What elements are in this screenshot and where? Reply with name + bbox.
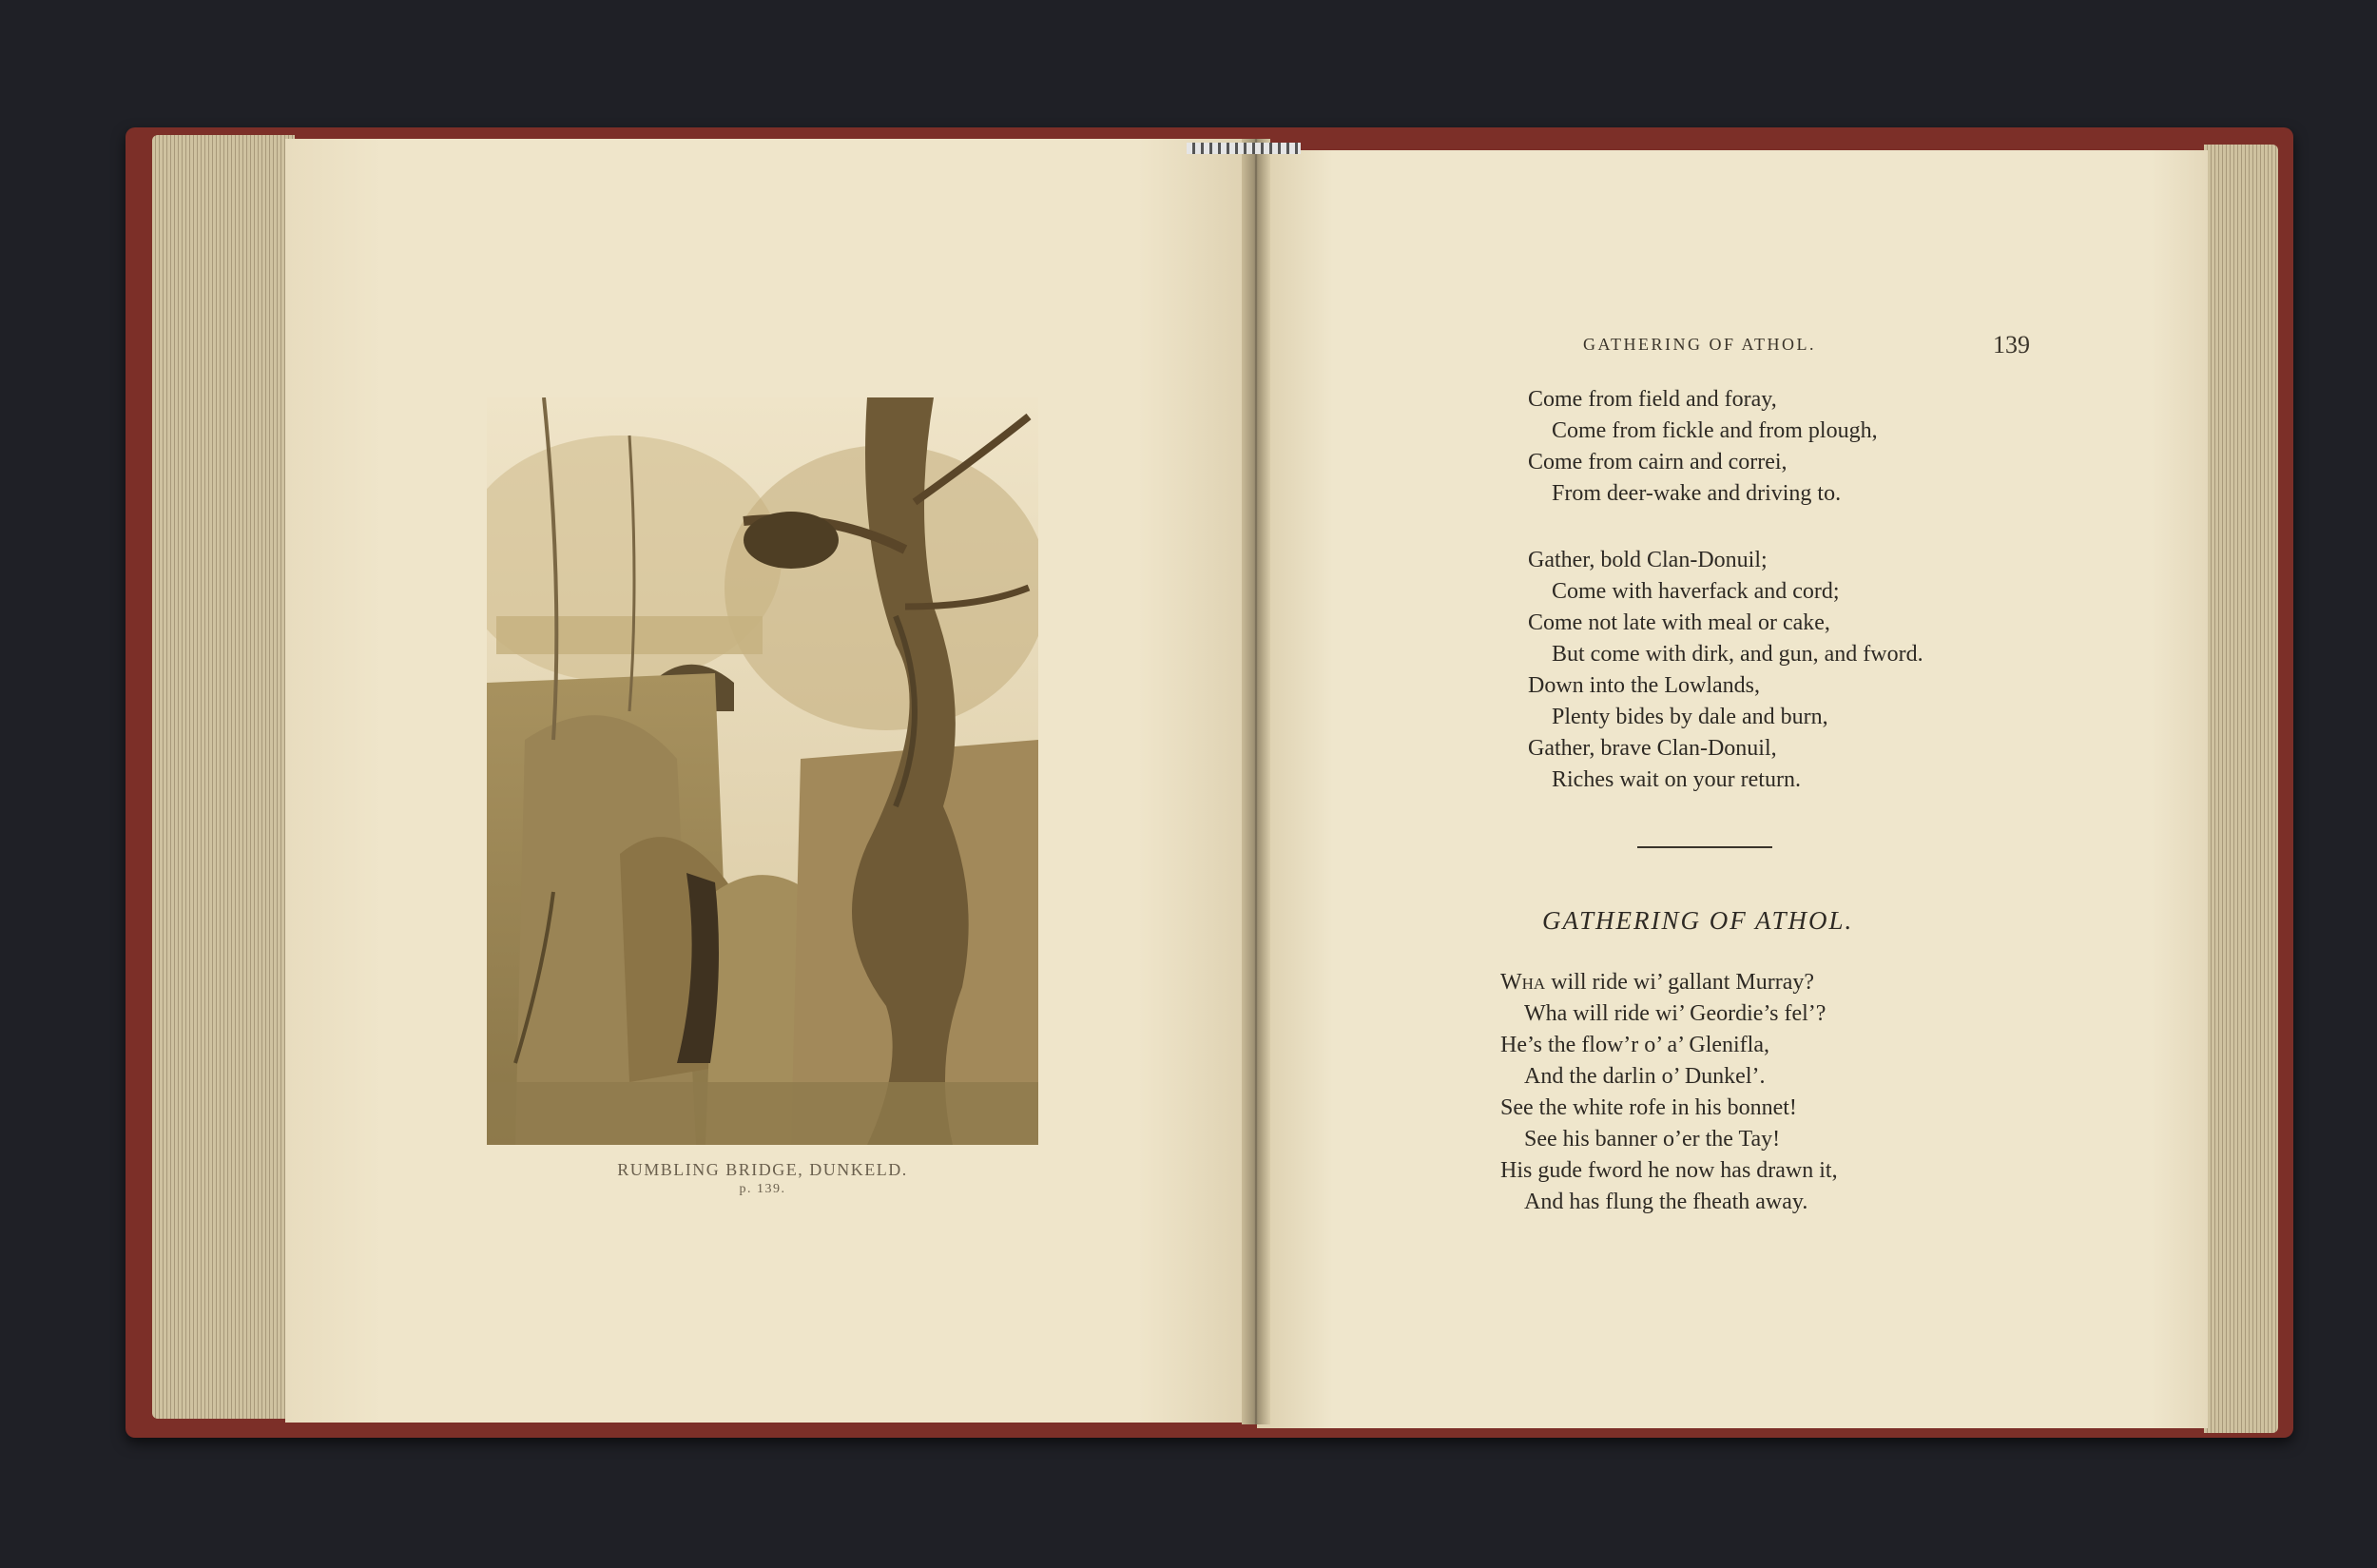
poem-title: GATHERING OF ATHOL. [1542,906,1854,935]
drop-word: Wha [1500,970,1546,995]
caption-page-reference: p. 139. [739,1182,786,1196]
stanza-1 [1528,384,1878,510]
verse-line: Down into the Lowlands, [1528,673,1760,698]
verse-line: Come from cairn and correi, [1528,450,1788,474]
verse-line: Gather, bold Clan-Donuil; [1528,548,1768,572]
verse-line: Wha will ride wi’ Geordie’s fel’? [1524,1001,1826,1026]
verse-line: From deer-wake and driving to. [1552,481,1842,506]
caption-title: RUMBLING BRIDGE, DUNKELD. [617,1160,908,1179]
page-edges-left [152,135,295,1419]
verse-line: Plenty bides by dale and burn, [1552,705,1828,729]
verse-line: See his banner o’er the Tay! [1524,1127,1781,1152]
verse-line [1500,967,1838,998]
book-gutter [1242,139,1270,1424]
photo-caption [487,1160,1038,1197]
verse-line: Riches wait on your return. [1552,767,1801,792]
verse-line: Come not late with meal or cake, [1528,610,1830,635]
page-number: 139 [1993,331,2030,358]
page-edges-right [2204,145,2278,1433]
verse-line: Come from fickle and from plough, [1552,418,1878,443]
stanza-3 [1500,967,1838,1218]
verse-line: Come from field and foray, [1528,387,1777,412]
verse-line: But come with dirk, and gun, and fword. [1552,642,1923,667]
rumbling-bridge-photograph [487,397,1038,1145]
verse-line: His gude fword he now has drawn it, [1500,1158,1838,1183]
verse-line-rest: will ride wi’ gallant Murray? [1545,970,1815,995]
verse-line: And has flung the fheath away. [1524,1190,1808,1214]
verse-line: And the darlin o’ Dunkel’. [1524,1064,1766,1089]
verse-line: See the white rofe in his bonnet! [1500,1095,1797,1120]
section-divider [1637,846,1772,848]
stanza-2 [1528,545,1923,796]
verse-line: Gather, brave Clan-Donuil, [1528,736,1777,761]
verse-line: Come with haverfack and cord; [1552,579,1840,604]
spine-stitching [1187,143,1301,154]
verse-line: He’s the flow’r o’ a’ Glenifla, [1500,1033,1769,1057]
running-head: GATHERING OF ATHOL. [1583,335,1816,354]
